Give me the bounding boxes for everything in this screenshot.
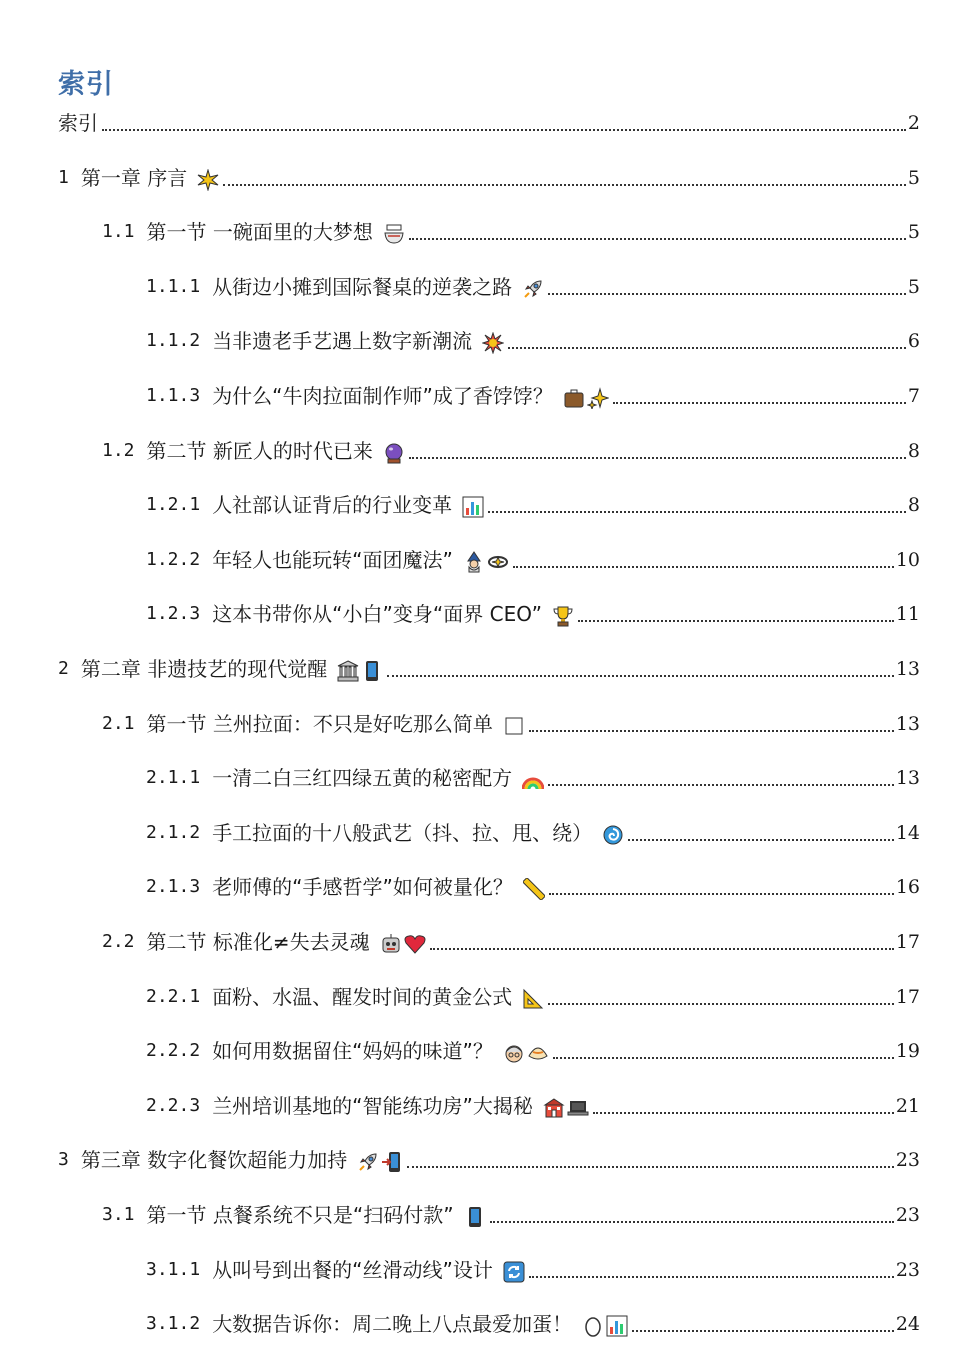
toc-entry-title: 如何用数据留住“妈妈的味道”？ bbox=[212, 1039, 493, 1064]
dot-leader bbox=[578, 620, 894, 622]
toc-entry-icons bbox=[602, 824, 624, 846]
dot-leader bbox=[548, 784, 894, 786]
toc-entry-page-number: 6 bbox=[907, 330, 920, 353]
toc-entry-page-number: 23 bbox=[895, 1149, 920, 1172]
toc-entry[interactable] bbox=[146, 1032, 920, 1064]
toc-entry-title: 第三章 数字化餐饮超能力加持 bbox=[80, 1148, 348, 1173]
robot-icon bbox=[380, 933, 402, 955]
toc-entry-number: 2.2.2 bbox=[146, 1040, 201, 1062]
toc-entry-number: 2.1.2 bbox=[146, 821, 201, 843]
dot-leader bbox=[223, 184, 906, 186]
phone-arrow-icon bbox=[381, 1151, 403, 1173]
toc-entry-title: 索引 bbox=[58, 111, 98, 135]
refresh-arrows-icon bbox=[503, 1261, 525, 1283]
toc-entry-title: 第二节 新匠人的时代已来 bbox=[146, 438, 373, 463]
toc-entry-number: 2.1 bbox=[102, 712, 135, 734]
toc-entry-page-number: 24 bbox=[895, 1313, 920, 1336]
toc-entry-page-number: 5 bbox=[907, 275, 920, 298]
toc-entry-title: 大数据告诉你：周二晚上八点最爱加蛋！ bbox=[212, 1312, 573, 1337]
toc-entry-page-number: 10 bbox=[895, 548, 920, 571]
toc-entry[interactable] bbox=[146, 1087, 920, 1119]
crystal-ball-icon bbox=[383, 442, 405, 464]
toc-entry[interactable] bbox=[146, 868, 920, 900]
toc-entry-icons bbox=[522, 278, 544, 300]
toc-entry-page-number: 23 bbox=[895, 1204, 920, 1226]
toc-entry-number: 1.1.2 bbox=[146, 330, 201, 352]
toc-entry-icons bbox=[462, 496, 484, 518]
toc-entry[interactable] bbox=[146, 759, 920, 791]
toc-entry[interactable] bbox=[146, 1251, 920, 1283]
toc-entry-icons bbox=[337, 660, 383, 682]
toc-entry-icons bbox=[463, 551, 509, 573]
toc-entry-title: 老师傅的“手感哲学”如何被量化？ bbox=[212, 875, 513, 900]
toc-entry-title: 手工拉面的十八般武艺（抖、拉、甩、绕） bbox=[212, 820, 593, 845]
toc-entry-number: 1 bbox=[58, 166, 69, 188]
dot-leader bbox=[628, 839, 894, 841]
toc-entry-page-number: 19 bbox=[895, 1040, 920, 1063]
toc-entry-icons bbox=[383, 442, 405, 464]
rocket-icon bbox=[522, 278, 544, 300]
classical-building-icon bbox=[337, 660, 359, 682]
toc-entry-page-number: 14 bbox=[895, 821, 920, 844]
toc-entry-page-number: 17 bbox=[895, 931, 920, 953]
toc-entry-page-number: 2 bbox=[907, 112, 920, 134]
toc-entry-page-number: 13 bbox=[895, 767, 920, 790]
dot-leader bbox=[529, 1276, 894, 1278]
toc-entry-number: 2.2.1 bbox=[146, 985, 201, 1007]
trophy-icon bbox=[552, 605, 574, 627]
toc-entry-icons bbox=[543, 1097, 589, 1119]
toc-entry-title: 第一节 一碗面里的大梦想 bbox=[146, 220, 373, 245]
toc-entry-title: 面粉、水温、醒发时间的黄金公式 bbox=[212, 984, 513, 1009]
toc-entry-icons bbox=[522, 988, 544, 1010]
toc-entry-title: 一清二白三红四绿五黄的秘密配方 bbox=[212, 766, 513, 791]
toc-entry-icons bbox=[357, 1151, 403, 1173]
dot-leader bbox=[632, 1330, 894, 1332]
toc-entry[interactable] bbox=[146, 978, 920, 1010]
egg-icon bbox=[582, 1315, 604, 1337]
toc-entry-title: 为什么“牛肉拉面制作师”成了香饽饽？ bbox=[212, 384, 553, 408]
toc-entry-page-number: 21 bbox=[895, 1094, 920, 1117]
toc-entry-icons bbox=[503, 1261, 525, 1283]
toc-entry[interactable] bbox=[58, 104, 920, 136]
toc-entry-icons bbox=[582, 1315, 628, 1337]
toc-entry[interactable] bbox=[146, 486, 920, 518]
toc-entry-page-number: 7 bbox=[907, 385, 920, 407]
toc-entry[interactable] bbox=[146, 377, 920, 409]
dot-leader bbox=[549, 893, 894, 895]
grandma-icon bbox=[503, 1042, 525, 1064]
dot-leader bbox=[553, 1057, 894, 1059]
toc-entry-icons bbox=[380, 933, 426, 955]
toc-entry-number: 1.2.1 bbox=[146, 494, 201, 516]
toc-entry-page-number: 13 bbox=[895, 712, 920, 735]
toc-entry-title: 年轻人也能玩转“面团魔法” bbox=[212, 547, 453, 572]
toc-entry-icons bbox=[552, 605, 574, 627]
toc-entry-page-number: 13 bbox=[895, 658, 920, 680]
triangle-ruler-icon bbox=[522, 988, 544, 1010]
toc-entry[interactable] bbox=[102, 432, 920, 464]
cyclone-icon bbox=[602, 824, 624, 846]
toc-entry-number: 2.2 bbox=[102, 931, 135, 952]
dot-leader bbox=[613, 402, 906, 404]
toc-entry[interactable] bbox=[102, 213, 920, 245]
toc-entry-number: 3.1.1 bbox=[146, 1258, 201, 1280]
dot-leader bbox=[513, 566, 894, 568]
toc-entry[interactable] bbox=[146, 268, 920, 300]
toc-entry[interactable] bbox=[146, 541, 920, 573]
dot-leader bbox=[529, 730, 894, 732]
toc-entry-number: 3.1.2 bbox=[146, 1313, 201, 1335]
toc-entry-icons bbox=[383, 223, 405, 245]
toc-entry-number: 2.2.3 bbox=[146, 1094, 201, 1116]
toc-entry-number: 3.1 bbox=[102, 1204, 135, 1225]
toc-entry-number: 1.1 bbox=[102, 221, 135, 243]
dot-leader bbox=[548, 1003, 894, 1005]
toc-entry[interactable] bbox=[102, 705, 920, 737]
toc-entry[interactable] bbox=[58, 159, 920, 191]
dot-leader bbox=[490, 1221, 894, 1223]
toc-entry-number: 3 bbox=[58, 1149, 69, 1171]
toc-entry[interactable] bbox=[102, 923, 920, 955]
toc-entry-icons bbox=[563, 387, 609, 409]
laptop-icon bbox=[567, 1097, 589, 1119]
toc-entry-number: 2 bbox=[58, 658, 69, 679]
toc-entry-icons bbox=[503, 1042, 549, 1064]
school-icon bbox=[543, 1097, 565, 1119]
dot-leader bbox=[593, 1112, 894, 1114]
toc-entry-icons bbox=[482, 332, 504, 354]
toc-entry-title: 第一节 点餐系统不只是“扫码付款” bbox=[146, 1203, 454, 1227]
toc-entry-title: 第一章 序言 bbox=[80, 165, 188, 190]
rocket-icon bbox=[357, 1151, 379, 1173]
toc-entry-icons bbox=[503, 715, 525, 737]
dot-leader bbox=[387, 675, 894, 677]
toc-entry-number: 1.2.3 bbox=[146, 603, 201, 625]
toc-entry-page-number: 5 bbox=[907, 221, 920, 244]
toc-entry[interactable] bbox=[58, 650, 920, 682]
dot-leader bbox=[409, 457, 906, 459]
mobile-phone-icon bbox=[361, 660, 383, 682]
missing-glyph-icon bbox=[503, 715, 525, 737]
dot-leader bbox=[430, 948, 894, 950]
toc-entry-title: 第一节 兰州拉面：不只是好吃那么简单 bbox=[146, 711, 493, 736]
toc-entry-icons bbox=[197, 169, 219, 191]
bar-chart-icon bbox=[606, 1315, 628, 1337]
dot-leader bbox=[488, 511, 906, 513]
toc-entry-icons bbox=[522, 769, 544, 791]
toc-entry-title: 从叫号到出餐的“丝滑动线”设计 bbox=[212, 1257, 493, 1282]
dot-leader bbox=[409, 238, 906, 240]
toc-entry-icons bbox=[523, 878, 545, 900]
toc-entry-title: 从街边小摊到国际餐桌的逆袭之路 bbox=[212, 274, 513, 299]
toc-entry-title: 第二节 标准化≠失去灵魂 bbox=[146, 930, 370, 954]
toc-entry-number: 1.2 bbox=[102, 439, 135, 461]
dumpling-icon bbox=[527, 1042, 549, 1064]
toc-entry-page-number: 17 bbox=[895, 985, 920, 1008]
toc-entry-title: 当非遗老手艺遇上数字新潮流 bbox=[212, 329, 473, 354]
toc-entry-number: 1.1.3 bbox=[146, 385, 201, 406]
toc-entry-number: 1.1.1 bbox=[146, 275, 201, 297]
dot-leader bbox=[548, 293, 906, 295]
toc-entry-page-number: 23 bbox=[895, 1258, 920, 1281]
mobile-phone-icon bbox=[464, 1206, 486, 1228]
toc-entry[interactable] bbox=[146, 814, 920, 846]
rainbow-icon bbox=[522, 769, 544, 791]
page-title: 索引 bbox=[58, 69, 114, 100]
toc-entry-title: 第二章 非遗技艺的现代觉醒 bbox=[80, 657, 328, 681]
briefcase-icon bbox=[563, 387, 585, 409]
toc-entry-page-number: 8 bbox=[907, 494, 920, 517]
toc-entry-page-number: 5 bbox=[907, 166, 920, 189]
toc-entry-number: 1.2.2 bbox=[146, 548, 201, 570]
ruler-icon bbox=[523, 878, 545, 900]
sparkles-icon bbox=[587, 387, 609, 409]
collision-icon bbox=[482, 332, 504, 354]
toc-entry-page-number: 11 bbox=[895, 603, 920, 626]
toc-entry-number: 2.1.3 bbox=[146, 876, 201, 898]
toc-entry-title: 兰州培训基地的“智能练功房”大揭秘 bbox=[212, 1093, 533, 1118]
dot-leader bbox=[407, 1166, 894, 1168]
wizard-icon bbox=[463, 551, 485, 573]
toc-entry-page-number: 8 bbox=[907, 439, 920, 462]
toc-entry-number: 2.1.1 bbox=[146, 767, 201, 789]
toc-entry[interactable] bbox=[146, 1305, 920, 1337]
toc-entry-icons bbox=[464, 1206, 486, 1228]
noodle-bowl-icon bbox=[383, 223, 405, 245]
dot-leader bbox=[102, 129, 906, 131]
toc-entry-title: 这本书带你从“小白”变身“面界 CEO” bbox=[212, 602, 542, 627]
toc-entry[interactable] bbox=[146, 595, 920, 627]
heart-icon bbox=[404, 933, 426, 955]
bar-chart-icon bbox=[462, 496, 484, 518]
dot-leader bbox=[508, 347, 906, 349]
dizzy-icon bbox=[487, 551, 509, 573]
toc-entry[interactable] bbox=[58, 1141, 920, 1173]
toc-entry-title: 人社部认证背后的行业变革 bbox=[212, 493, 453, 518]
toc-entry[interactable] bbox=[146, 322, 920, 354]
toc-entry-page-number: 16 bbox=[895, 876, 920, 899]
toc-entry[interactable] bbox=[102, 1196, 920, 1228]
sparkle-star-icon bbox=[197, 169, 219, 191]
